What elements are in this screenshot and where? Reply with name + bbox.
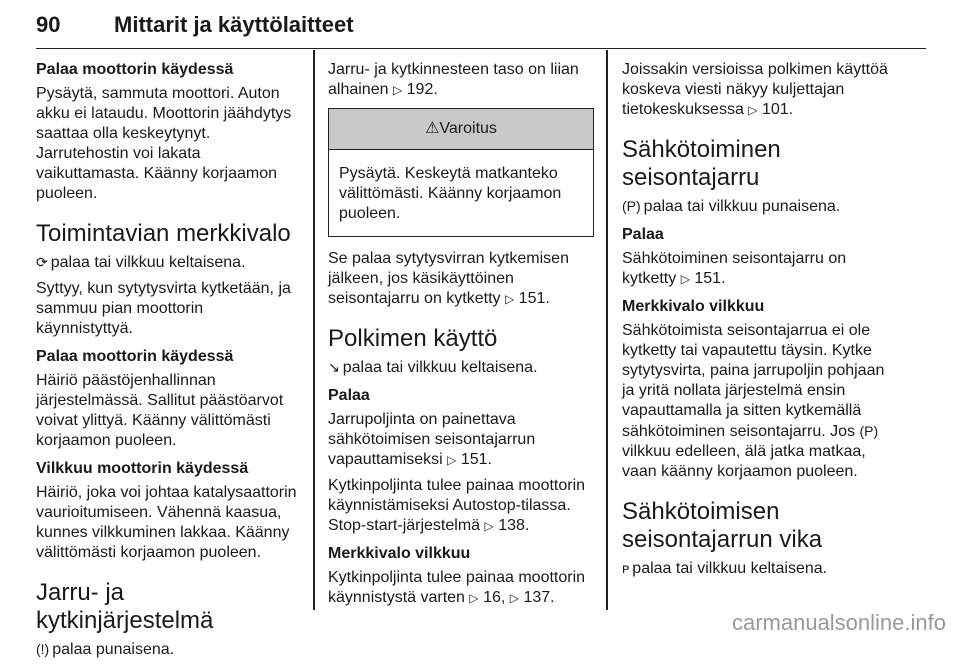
page-reference-arrow-icon: ▷ (509, 591, 520, 605)
page-reference[interactable]: 138. (498, 517, 530, 534)
section-heading: Palaa moottorin käydessä (36, 348, 234, 365)
section-heading: Palaa (622, 226, 664, 243)
page-reference[interactable]: 151. (460, 451, 492, 468)
page-header (36, 8, 926, 49)
section-heading: Palaa moottorin käydessä (36, 61, 234, 78)
page-reference[interactable]: 16, (483, 589, 506, 606)
column-2 (328, 60, 594, 614)
section-title: Jarru- ja kytkinjärjestelmä (36, 579, 214, 634)
paragraph: (!) palaa punaisena. (36, 641, 175, 658)
parking-brake-icon: (P) (859, 423, 879, 439)
paragraph: (P) palaa tai vilkkuu punaisena. (622, 198, 841, 215)
paragraph: Häiriö, joka voi johtaa katalysaattorin vaurioitumiseen. Vähennä kaasua, kunnes vilkkuminen lakkaa. Käänny välittömästi korjaamon puoleen. (36, 484, 297, 561)
column-3 (622, 60, 892, 585)
page-reference[interactable]: 151. (694, 270, 726, 287)
page-reference[interactable]: 151. (518, 290, 550, 307)
section-heading: Merkkivalo vilkkuu (328, 545, 471, 562)
page-number: 90 (36, 12, 61, 37)
brake-warning-icon: (!) (36, 641, 50, 657)
warning-box (328, 108, 594, 237)
page-reference[interactable]: 192. (406, 81, 438, 98)
warning-title: Varoitus (439, 120, 497, 137)
section-title: Toimintavian merkkivalo (36, 220, 291, 247)
paragraph: ↘ palaa tai vilkkuu keltaisena. (328, 359, 538, 376)
page-reference[interactable]: 101. (761, 101, 794, 118)
page-reference-arrow-icon: ▷ (447, 453, 457, 467)
column-1 (36, 60, 304, 666)
section-title: Polkimen käyttö (328, 325, 498, 352)
column-divider (313, 50, 315, 610)
pedal-icon: ↘ (328, 359, 340, 375)
parking-brake-fault-icon: ᴘ (622, 560, 630, 576)
paragraph: Kytkinpoljinta tulee painaa moottorin käynnistystä varten ▷ 16, ▷ 137. (328, 569, 586, 606)
warning-text: Pysäytä. Keskeytä matkanteko välittömästi. Käänny korjaamon puoleen. (339, 165, 562, 222)
paragraph: Sähkötoimista seisontajarrua ei ole kytketty tai vapautettu täysin. Kytke sytytysvirta, paina jarrupoljin pohjaan ja yritä nollata järjestelmä ensin vapauttamalla ja sitten kytkemällä sähkötoiminen seisontajarru. Jos (P) vilkkuu edelleen, älä jatka matkaa, vaan käänny korjaamon puoleen. (622, 322, 885, 480)
paragraph: Syttyy, kun sytytysvirta kytketään, ja sammuu pian moottorin käynnistyttyä. (36, 280, 291, 337)
paragraph: Kytkinpoljinta tulee painaa moottorin käynnistämiseksi Autostop-tilassa. Stop-start-järjestelmä ▷ 138. (328, 477, 586, 534)
paragraph: Jarru- ja kytkinnesteen taso on liian alhainen ▷ 192. (328, 61, 579, 98)
page-reference-arrow-icon: ▷ (680, 272, 690, 286)
section-heading: Palaa (328, 387, 370, 404)
section-title: Sähkötoimisen seisontajarrun vika (622, 498, 823, 553)
chapter-title: Mittarit ja käyttölaitteet (114, 12, 354, 37)
paragraph: Joissakin versioissa polkimen käyttöä koskeva viesti näkyy kuljettajan tietokeskuksessa ▷ 101. (622, 61, 888, 118)
section-title: Sähkötoiminen seisontajarru (622, 136, 781, 191)
paragraph: Pysäytä, sammuta moottori. Auton akku ei lataudu. Moottorin jäähdytys saattaa olla keskeytynyt. Jarrutehostin voi lakata vaikuttamasta. Käänny korjaamon puoleen. (36, 85, 292, 202)
paragraph: ⟳ palaa tai vilkkuu keltaisena. (36, 254, 246, 271)
page-reference-arrow-icon: ▷ (504, 292, 515, 306)
page-reference-arrow-icon: ▷ (748, 103, 758, 117)
engine-check-icon: ⟳ (36, 254, 48, 270)
column-divider (606, 50, 608, 610)
paragraph: Jarrupoljinta on painettava sähkötoimisen seisontajarrun vapauttamiseksi ▷ 151. (328, 411, 536, 468)
watermark: carmanualsonline.info (731, 610, 946, 635)
paragraph: Häiriö päästöjenhallinnan järjestelmässä. Sallitut päästöarvot voivat ylittyä. Käänny välittömästi korjaamon puoleen. (36, 372, 284, 449)
parking-brake-icon: (P) (622, 198, 641, 214)
paragraph: Sähkötoiminen seisontajarru on kytketty ▷ 151. (622, 250, 847, 287)
paragraph: ᴘ palaa tai vilkkuu keltaisena. (622, 560, 828, 577)
page-reference-arrow-icon: ▷ (484, 519, 494, 533)
warning-header (329, 109, 593, 150)
page-reference-arrow-icon: ▷ (392, 83, 403, 97)
section-heading: Merkkivalo vilkkuu (622, 298, 765, 315)
warning-triangle-icon: ⚠ (425, 120, 440, 137)
section-heading: Vilkkuu moottorin käydessä (36, 460, 249, 477)
page-reference[interactable]: 137. (523, 589, 555, 606)
paragraph: Se palaa sytytysvirran kytkemisen jälkeen, jos käsikäyttöinen seisontajarru on kytketty ▷ 151. (328, 250, 569, 307)
page-reference-arrow-icon: ▷ (469, 591, 479, 605)
